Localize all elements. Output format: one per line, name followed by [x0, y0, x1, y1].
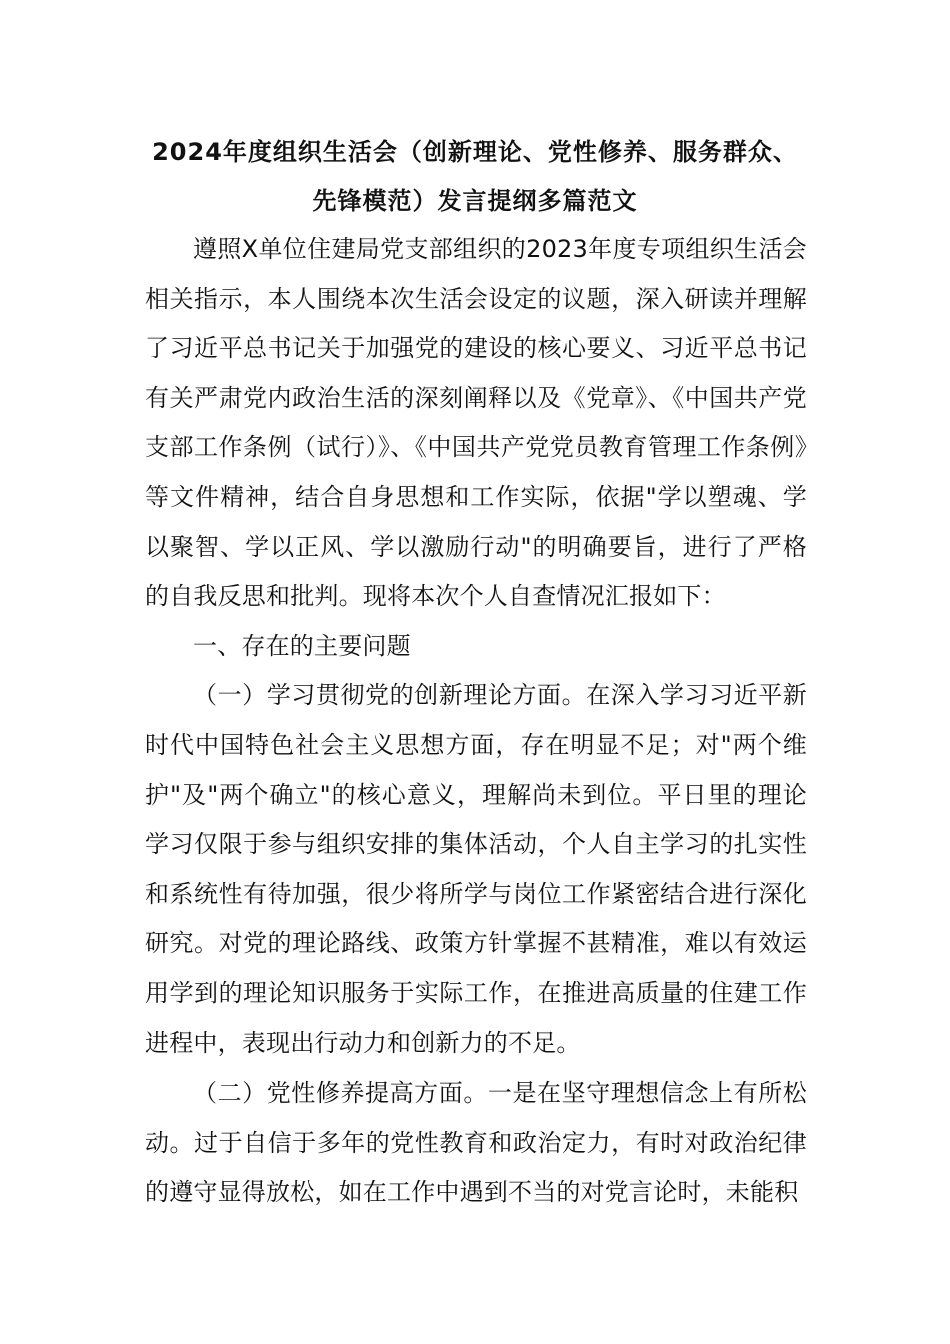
section-heading-main-problems: 一、存在的主要问题 — [193, 631, 411, 660]
document-body — [145, 225, 807, 1218]
paragraph-innovation-theory: （一）学习贯彻党的创新理论方面。在深入学习习近平新时代中国特色社会主义思想方面，存在明显不足；对"两个维护"及"两个确立"的核心意义，理解尚未到位。平日里的理论学习仅限于参与组织安排的集体活动，个人自主学习的扎实性和系统性有待加强，很少将所学与岗位工作紧密结合进行深化研究。对党的理论路线、政策方针掌握不甚精准，难以有效运用学到的理论知识服务于实际工作，在推进高质量的住建工作进程中，表现出行动力和创新力的不足。 — [145, 681, 807, 1057]
intro-paragraph: 遵照X单位住建局党支部组织的2023年度专项组织生活会相关指示，本人围绕本次生活会设定的议题，深入研读并理解了习近平总书记关于加强党的建设的核心要义、习近平总书记有关严肃党内政治生活的深刻阐释以及《党章》、《中国共产党支部工作条例（试行）》、《中国共产党党员教育管理工作条例》等文件精神，结合自身思想和工作实际，依据"学以塑魂、学以聚智、学以正风、学以激励行动"的明确要旨，进行了严格的自我反思和批判。现将本次个人自查情况汇报如下： — [145, 235, 807, 611]
document-title: 2024年度组织生活会（创新理论、党性修养、服务群众、先锋模范）发言提纲多篇范文 — [152, 138, 798, 215]
paragraph-party-cultivation: （二）党性修养提高方面。一是在坚守理想信念上有所松动。过于自信于多年的党性教育和政治定力，有时对政治纪律的遵守显得放松，如在工作中遇到不当的对党言论时，未能积 — [145, 1079, 807, 1207]
